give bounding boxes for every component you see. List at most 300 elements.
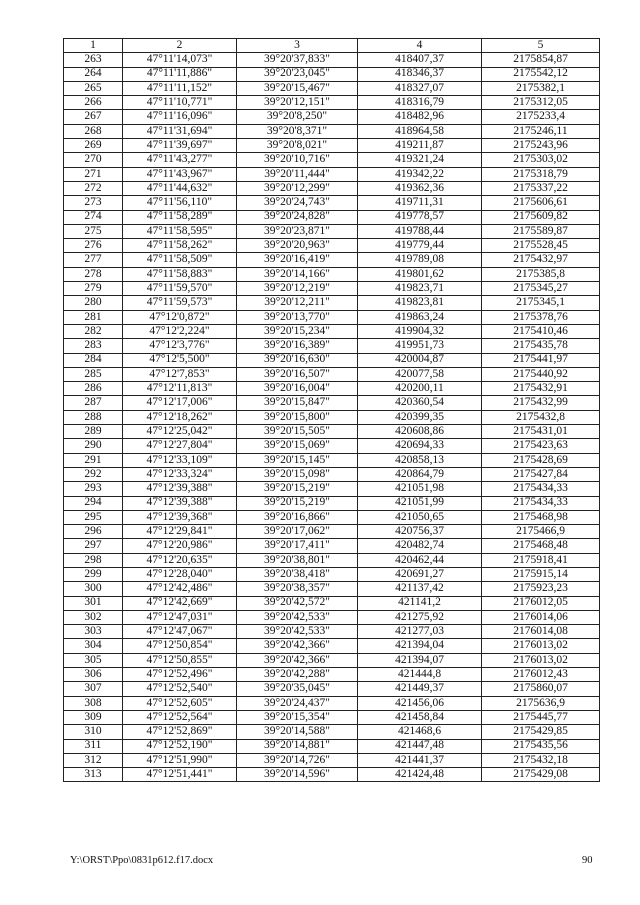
latitude-cell: 47°12'0,872" xyxy=(123,310,237,324)
y-coordinate-cell: 2175542,12 xyxy=(482,67,600,81)
latitude-cell: 47°12'52,564" xyxy=(123,710,237,724)
x-coordinate-cell: 421141,2 xyxy=(358,596,482,610)
point-number-cell: 292 xyxy=(64,467,123,481)
x-coordinate-cell: 421441,37 xyxy=(358,753,482,767)
table-row xyxy=(64,367,600,381)
latitude-cell: 47°12'39,388" xyxy=(123,496,237,510)
latitude-cell: 47°11'31,694" xyxy=(123,124,237,138)
y-coordinate-cell: 2175429,08 xyxy=(482,768,600,782)
header-row xyxy=(64,39,600,53)
x-coordinate-cell: 418482,96 xyxy=(358,110,482,124)
table-row xyxy=(64,696,600,710)
longitude-cell: 39°20'42,288" xyxy=(237,668,358,682)
y-coordinate-cell: 2175303,02 xyxy=(482,153,600,167)
latitude-cell: 47°11'43,277" xyxy=(123,153,237,167)
latitude-cell: 47°12'20,635" xyxy=(123,553,237,567)
latitude-cell: 47°12'28,040" xyxy=(123,567,237,581)
table-row xyxy=(64,467,600,481)
point-number-cell: 279 xyxy=(64,282,123,296)
y-coordinate-cell: 2175318,79 xyxy=(482,167,600,181)
y-coordinate-cell: 2175337,22 xyxy=(482,181,600,195)
point-number-cell: 302 xyxy=(64,610,123,624)
longitude-cell: 39°20'24,828" xyxy=(237,210,358,224)
y-coordinate-cell: 2176012,43 xyxy=(482,668,600,682)
longitude-cell: 39°20'14,881" xyxy=(237,739,358,753)
point-number-cell: 286 xyxy=(64,382,123,396)
longitude-cell: 39°20'15,098" xyxy=(237,467,358,481)
x-coordinate-cell: 419801,62 xyxy=(358,267,482,281)
x-coordinate-cell: 419321,24 xyxy=(358,153,482,167)
table-row xyxy=(64,653,600,667)
point-number-cell: 275 xyxy=(64,224,123,238)
latitude-cell: 47°12'42,486" xyxy=(123,582,237,596)
point-number-cell: 305 xyxy=(64,653,123,667)
point-number-cell: 276 xyxy=(64,239,123,253)
point-number-cell: 266 xyxy=(64,96,123,110)
point-number-cell: 268 xyxy=(64,124,123,138)
y-coordinate-cell: 2176013,02 xyxy=(482,639,600,653)
point-number-cell: 265 xyxy=(64,81,123,95)
latitude-cell: 47°12'5,500" xyxy=(123,353,237,367)
latitude-cell: 47°11'11,152" xyxy=(123,81,237,95)
point-number-cell: 283 xyxy=(64,339,123,353)
longitude-cell: 39°20'10,716" xyxy=(237,153,358,167)
latitude-cell: 47°12'51,441" xyxy=(123,768,237,782)
y-coordinate-cell: 2175312,05 xyxy=(482,96,600,110)
y-coordinate-cell: 2175915,14 xyxy=(482,567,600,581)
table-row xyxy=(64,410,600,424)
longitude-cell: 39°20'12,299" xyxy=(237,181,358,195)
point-number-cell: 313 xyxy=(64,768,123,782)
longitude-cell: 39°20'35,045" xyxy=(237,682,358,696)
x-coordinate-cell: 419342,22 xyxy=(358,167,482,181)
table-row xyxy=(64,239,600,253)
table-row xyxy=(64,768,600,782)
y-coordinate-cell: 2175435,78 xyxy=(482,339,600,353)
coordinates-table xyxy=(63,38,600,782)
longitude-cell: 39°20'15,145" xyxy=(237,453,358,467)
longitude-cell: 39°20'16,630" xyxy=(237,353,358,367)
longitude-cell: 39°20'23,045" xyxy=(237,67,358,81)
table-row xyxy=(64,625,600,639)
latitude-cell: 47°12'29,841" xyxy=(123,525,237,539)
latitude-cell: 47°12'50,854" xyxy=(123,639,237,653)
table-row xyxy=(64,567,600,581)
table-row xyxy=(64,196,600,210)
y-coordinate-cell: 2175445,77 xyxy=(482,710,600,724)
point-number-cell: 277 xyxy=(64,253,123,267)
y-coordinate-cell: 2175609,82 xyxy=(482,210,600,224)
table-row xyxy=(64,339,600,353)
y-coordinate-cell: 2176014,08 xyxy=(482,625,600,639)
latitude-cell: 47°12'52,496" xyxy=(123,668,237,682)
latitude-cell: 47°12'52,869" xyxy=(123,725,237,739)
latitude-cell: 47°12'20,986" xyxy=(123,539,237,553)
footer-file-path: Y:\ORST\Ppo\0831p612.f17.docx xyxy=(70,855,214,866)
longitude-cell: 39°20'24,437" xyxy=(237,696,358,710)
table-row xyxy=(64,267,600,281)
x-coordinate-cell: 421424,48 xyxy=(358,768,482,782)
latitude-cell: 47°12'50,855" xyxy=(123,653,237,667)
y-coordinate-cell: 2175468,48 xyxy=(482,539,600,553)
longitude-cell: 39°20'38,357" xyxy=(237,582,358,596)
table-row xyxy=(64,382,600,396)
point-number-cell: 308 xyxy=(64,696,123,710)
point-number-cell: 294 xyxy=(64,496,123,510)
latitude-cell: 47°11'59,573" xyxy=(123,296,237,310)
y-coordinate-cell: 2175429,85 xyxy=(482,725,600,739)
point-number-cell: 301 xyxy=(64,596,123,610)
point-number-cell: 290 xyxy=(64,439,123,453)
longitude-cell: 39°20'37,833" xyxy=(237,53,358,67)
longitude-cell: 39°20'15,219" xyxy=(237,482,358,496)
y-coordinate-cell: 2175246,11 xyxy=(482,124,600,138)
y-coordinate-cell: 2175440,92 xyxy=(482,367,600,381)
longitude-cell: 39°20'38,418" xyxy=(237,567,358,581)
longitude-cell: 39°20'14,596" xyxy=(237,768,358,782)
point-number-cell: 264 xyxy=(64,67,123,81)
point-number-cell: 297 xyxy=(64,539,123,553)
table-row xyxy=(64,153,600,167)
longitude-cell: 39°20'23,871" xyxy=(237,224,358,238)
x-coordinate-cell: 420077,58 xyxy=(358,367,482,381)
x-coordinate-cell: 419823,81 xyxy=(358,296,482,310)
y-coordinate-cell: 2175428,69 xyxy=(482,453,600,467)
latitude-cell: 47°12'39,368" xyxy=(123,510,237,524)
y-coordinate-cell: 2175432,97 xyxy=(482,253,600,267)
y-coordinate-cell: 2175345,27 xyxy=(482,282,600,296)
y-coordinate-cell: 2175432,91 xyxy=(482,382,600,396)
y-coordinate-cell: 2175441,97 xyxy=(482,353,600,367)
point-number-cell: 295 xyxy=(64,510,123,524)
latitude-cell: 47°11'11,886" xyxy=(123,67,237,81)
table-row xyxy=(64,496,600,510)
longitude-cell: 39°20'8,021" xyxy=(237,139,358,153)
x-coordinate-cell: 421051,98 xyxy=(358,482,482,496)
latitude-cell: 47°12'2,224" xyxy=(123,324,237,338)
longitude-cell: 39°20'16,419" xyxy=(237,253,358,267)
longitude-cell: 39°20'17,062" xyxy=(237,525,358,539)
header-col-3: 3 xyxy=(237,39,358,53)
longitude-cell: 39°20'15,219" xyxy=(237,496,358,510)
x-coordinate-cell: 418346,37 xyxy=(358,67,482,81)
table-row xyxy=(64,710,600,724)
longitude-cell: 39°20'38,801" xyxy=(237,553,358,567)
y-coordinate-cell: 2175431,01 xyxy=(482,425,600,439)
y-coordinate-cell: 2175434,33 xyxy=(482,482,600,496)
table-row xyxy=(64,224,600,238)
latitude-cell: 47°12'25,042" xyxy=(123,425,237,439)
longitude-cell: 39°20'14,166" xyxy=(237,267,358,281)
longitude-cell: 39°20'20,963" xyxy=(237,239,358,253)
x-coordinate-cell: 420200,11 xyxy=(358,382,482,396)
x-coordinate-cell: 420694,33 xyxy=(358,439,482,453)
x-coordinate-cell: 421050,65 xyxy=(358,510,482,524)
header-col-1: 1 xyxy=(64,39,123,53)
latitude-cell: 47°12'3,776" xyxy=(123,339,237,353)
y-coordinate-cell: 2176012,05 xyxy=(482,596,600,610)
table-row xyxy=(64,282,600,296)
x-coordinate-cell: 420004,87 xyxy=(358,353,482,367)
table-row xyxy=(64,525,600,539)
longitude-cell: 39°20'16,004" xyxy=(237,382,358,396)
table-row xyxy=(64,310,600,324)
x-coordinate-cell: 420462,44 xyxy=(358,553,482,567)
x-coordinate-cell: 421458,84 xyxy=(358,710,482,724)
x-coordinate-cell: 420858,13 xyxy=(358,453,482,467)
point-number-cell: 287 xyxy=(64,396,123,410)
point-number-cell: 304 xyxy=(64,639,123,653)
x-coordinate-cell: 420608,86 xyxy=(358,425,482,439)
longitude-cell: 39°20'16,507" xyxy=(237,367,358,381)
point-number-cell: 300 xyxy=(64,582,123,596)
y-coordinate-cell: 2175589,87 xyxy=(482,224,600,238)
latitude-cell: 47°12'42,669" xyxy=(123,596,237,610)
y-coordinate-cell: 2175636,9 xyxy=(482,696,600,710)
longitude-cell: 39°20'42,533" xyxy=(237,610,358,624)
y-coordinate-cell: 2176013,02 xyxy=(482,653,600,667)
latitude-cell: 47°12'7,853" xyxy=(123,367,237,381)
longitude-cell: 39°20'15,234" xyxy=(237,324,358,338)
y-coordinate-cell: 2175378,76 xyxy=(482,310,600,324)
point-number-cell: 310 xyxy=(64,725,123,739)
longitude-cell: 39°20'14,726" xyxy=(237,753,358,767)
point-number-cell: 311 xyxy=(64,739,123,753)
x-coordinate-cell: 420482,74 xyxy=(358,539,482,553)
y-coordinate-cell: 2175860,07 xyxy=(482,682,600,696)
y-coordinate-cell: 2175432,99 xyxy=(482,396,600,410)
longitude-cell: 39°20'12,219" xyxy=(237,282,358,296)
longitude-cell: 39°20'24,743" xyxy=(237,196,358,210)
table-row xyxy=(64,53,600,67)
point-number-cell: 270 xyxy=(64,153,123,167)
latitude-cell: 47°12'27,804" xyxy=(123,439,237,453)
header-col-4: 4 xyxy=(358,39,482,53)
latitude-cell: 47°11'14,073" xyxy=(123,53,237,67)
header-col-2: 2 xyxy=(123,39,237,53)
x-coordinate-cell: 419788,44 xyxy=(358,224,482,238)
longitude-cell: 39°20'11,444" xyxy=(237,167,358,181)
table-row xyxy=(64,139,600,153)
point-number-cell: 271 xyxy=(64,167,123,181)
latitude-cell: 47°11'10,771" xyxy=(123,96,237,110)
y-coordinate-cell: 2175427,84 xyxy=(482,467,600,481)
table-row xyxy=(64,253,600,267)
latitude-cell: 47°11'59,570" xyxy=(123,282,237,296)
x-coordinate-cell: 421468,6 xyxy=(358,725,482,739)
table-row xyxy=(64,324,600,338)
x-coordinate-cell: 419711,31 xyxy=(358,196,482,210)
x-coordinate-cell: 420691,27 xyxy=(358,567,482,581)
table-row xyxy=(64,539,600,553)
x-coordinate-cell: 421277,03 xyxy=(358,625,482,639)
latitude-cell: 47°11'58,883" xyxy=(123,267,237,281)
point-number-cell: 272 xyxy=(64,181,123,195)
longitude-cell: 39°20'13,770" xyxy=(237,310,358,324)
x-coordinate-cell: 421447,48 xyxy=(358,739,482,753)
table-row xyxy=(64,682,600,696)
table-row xyxy=(64,167,600,181)
longitude-cell: 39°20'16,866" xyxy=(237,510,358,524)
y-coordinate-cell: 2175918,41 xyxy=(482,553,600,567)
point-number-cell: 285 xyxy=(64,367,123,381)
point-number-cell: 284 xyxy=(64,353,123,367)
latitude-cell: 47°12'39,388" xyxy=(123,482,237,496)
longitude-cell: 39°20'15,354" xyxy=(237,710,358,724)
x-coordinate-cell: 421394,07 xyxy=(358,653,482,667)
latitude-cell: 47°11'16,096" xyxy=(123,110,237,124)
table-row xyxy=(64,668,600,682)
y-coordinate-cell: 2175435,56 xyxy=(482,739,600,753)
point-number-cell: 288 xyxy=(64,410,123,424)
y-coordinate-cell: 2175385,8 xyxy=(482,267,600,281)
table-row xyxy=(64,553,600,567)
table-row xyxy=(64,610,600,624)
x-coordinate-cell: 421456,06 xyxy=(358,696,482,710)
x-coordinate-cell: 419904,32 xyxy=(358,324,482,338)
y-coordinate-cell: 2175410,46 xyxy=(482,324,600,338)
x-coordinate-cell: 418407,37 xyxy=(358,53,482,67)
x-coordinate-cell: 419789,08 xyxy=(358,253,482,267)
y-coordinate-cell: 2175233,4 xyxy=(482,110,600,124)
table-row xyxy=(64,725,600,739)
x-coordinate-cell: 420756,37 xyxy=(358,525,482,539)
latitude-cell: 47°12'18,262" xyxy=(123,410,237,424)
y-coordinate-cell: 2175923,23 xyxy=(482,582,600,596)
longitude-cell: 39°20'15,467" xyxy=(237,81,358,95)
page-number: 90 xyxy=(582,855,593,866)
y-coordinate-cell: 2175432,18 xyxy=(482,753,600,767)
point-number-cell: 274 xyxy=(64,210,123,224)
table-row xyxy=(64,124,600,138)
y-coordinate-cell: 2175345,1 xyxy=(482,296,600,310)
x-coordinate-cell: 421051,99 xyxy=(358,496,482,510)
x-coordinate-cell: 421137,42 xyxy=(358,582,482,596)
latitude-cell: 47°11'58,509" xyxy=(123,253,237,267)
x-coordinate-cell: 419823,71 xyxy=(358,282,482,296)
table-body xyxy=(64,53,600,782)
x-coordinate-cell: 418327,07 xyxy=(358,81,482,95)
y-coordinate-cell: 2175854,87 xyxy=(482,53,600,67)
point-number-cell: 289 xyxy=(64,425,123,439)
table-row xyxy=(64,396,600,410)
point-number-cell: 291 xyxy=(64,453,123,467)
x-coordinate-cell: 421444,8 xyxy=(358,668,482,682)
latitude-cell: 47°11'58,289" xyxy=(123,210,237,224)
longitude-cell: 39°20'12,151" xyxy=(237,96,358,110)
latitude-cell: 47°12'52,605" xyxy=(123,696,237,710)
x-coordinate-cell: 419211,87 xyxy=(358,139,482,153)
point-number-cell: 273 xyxy=(64,196,123,210)
latitude-cell: 47°12'33,324" xyxy=(123,467,237,481)
longitude-cell: 39°20'8,250" xyxy=(237,110,358,124)
longitude-cell: 39°20'16,389" xyxy=(237,339,358,353)
longitude-cell: 39°20'8,371" xyxy=(237,124,358,138)
latitude-cell: 47°11'56,110" xyxy=(123,196,237,210)
x-coordinate-cell: 419778,57 xyxy=(358,210,482,224)
point-number-cell: 303 xyxy=(64,625,123,639)
longitude-cell: 39°20'42,533" xyxy=(237,625,358,639)
table-row xyxy=(64,582,600,596)
table-row xyxy=(64,510,600,524)
y-coordinate-cell: 2175466,9 xyxy=(482,525,600,539)
point-number-cell: 280 xyxy=(64,296,123,310)
table-row xyxy=(64,181,600,195)
table-row xyxy=(64,739,600,753)
table-row xyxy=(64,210,600,224)
latitude-cell: 47°12'33,109" xyxy=(123,453,237,467)
longitude-cell: 39°20'15,800" xyxy=(237,410,358,424)
latitude-cell: 47°11'58,595" xyxy=(123,224,237,238)
table-row xyxy=(64,453,600,467)
point-number-cell: 312 xyxy=(64,753,123,767)
table-row xyxy=(64,482,600,496)
latitude-cell: 47°12'11,813" xyxy=(123,382,237,396)
y-coordinate-cell: 2175432,8 xyxy=(482,410,600,424)
x-coordinate-cell: 419779,44 xyxy=(358,239,482,253)
table-row xyxy=(64,96,600,110)
x-coordinate-cell: 419863,24 xyxy=(358,310,482,324)
longitude-cell: 39°20'17,411" xyxy=(237,539,358,553)
table-row xyxy=(64,353,600,367)
y-coordinate-cell: 2175528,45 xyxy=(482,239,600,253)
latitude-cell: 47°11'39,697" xyxy=(123,139,237,153)
point-number-cell: 307 xyxy=(64,682,123,696)
point-number-cell: 282 xyxy=(64,324,123,338)
latitude-cell: 47°12'47,031" xyxy=(123,610,237,624)
table-row xyxy=(64,753,600,767)
x-coordinate-cell: 420360,54 xyxy=(358,396,482,410)
table-row xyxy=(64,639,600,653)
x-coordinate-cell: 421449,37 xyxy=(358,682,482,696)
point-number-cell: 269 xyxy=(64,139,123,153)
latitude-cell: 47°12'52,540" xyxy=(123,682,237,696)
point-number-cell: 293 xyxy=(64,482,123,496)
longitude-cell: 39°20'15,505" xyxy=(237,425,358,439)
y-coordinate-cell: 2175423,63 xyxy=(482,439,600,453)
x-coordinate-cell: 421394,04 xyxy=(358,639,482,653)
latitude-cell: 47°11'44,632" xyxy=(123,181,237,195)
y-coordinate-cell: 2175606,61 xyxy=(482,196,600,210)
x-coordinate-cell: 419362,36 xyxy=(358,181,482,195)
point-number-cell: 267 xyxy=(64,110,123,124)
longitude-cell: 39°20'12,211" xyxy=(237,296,358,310)
x-coordinate-cell: 419951,73 xyxy=(358,339,482,353)
point-number-cell: 299 xyxy=(64,567,123,581)
y-coordinate-cell: 2176014,06 xyxy=(482,610,600,624)
longitude-cell: 39°20'15,069" xyxy=(237,439,358,453)
x-coordinate-cell: 421275,92 xyxy=(358,610,482,624)
table-row xyxy=(64,596,600,610)
latitude-cell: 47°11'58,262" xyxy=(123,239,237,253)
y-coordinate-cell: 2175382,1 xyxy=(482,81,600,95)
longitude-cell: 39°20'14,588" xyxy=(237,725,358,739)
header-col-5: 5 xyxy=(482,39,600,53)
table-row xyxy=(64,81,600,95)
longitude-cell: 39°20'42,366" xyxy=(237,639,358,653)
x-coordinate-cell: 420864,79 xyxy=(358,467,482,481)
x-coordinate-cell: 418964,58 xyxy=(358,124,482,138)
table-row xyxy=(64,110,600,124)
table-row xyxy=(64,296,600,310)
y-coordinate-cell: 2175468,98 xyxy=(482,510,600,524)
point-number-cell: 306 xyxy=(64,668,123,682)
latitude-cell: 47°12'17,006" xyxy=(123,396,237,410)
table-row xyxy=(64,67,600,81)
x-coordinate-cell: 420399,35 xyxy=(358,410,482,424)
latitude-cell: 47°12'52,190" xyxy=(123,739,237,753)
point-number-cell: 309 xyxy=(64,710,123,724)
